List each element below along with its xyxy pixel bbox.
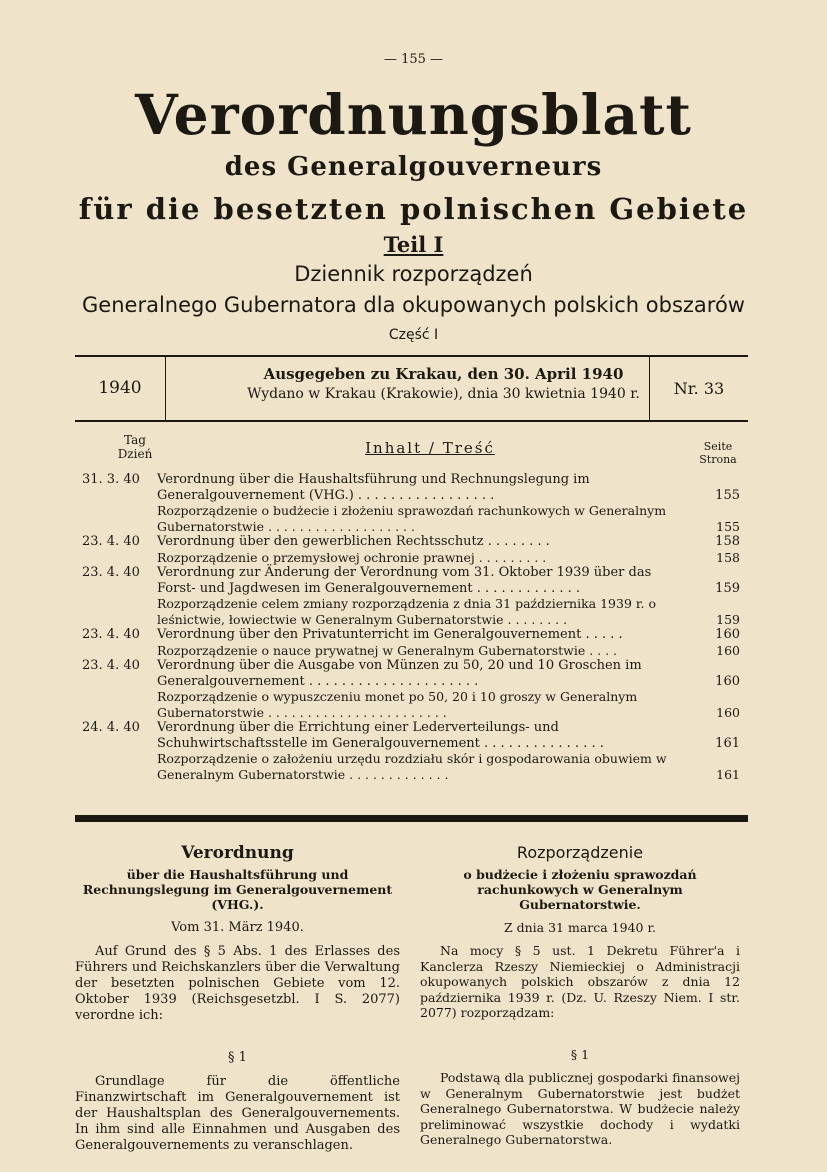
issued-pl: Wydano w Krakau (Krakowie), dnia 30 kwietnia 1940 r. bbox=[247, 386, 640, 402]
german-heading: Verordnung bbox=[181, 843, 294, 863]
toc-header-tag: Tag bbox=[124, 433, 146, 447]
toc-entry bbox=[82, 534, 740, 565]
toc-page: 155 bbox=[716, 518, 740, 534]
toc-date: 24. 4. 40 bbox=[82, 720, 140, 735]
divider-rule bbox=[75, 815, 748, 822]
masthead-pl-part: Część I bbox=[388, 327, 439, 343]
polish-subtitle: o budżecie i złożeniu sprawozdań rachunkowych w Generalnym Gubernatorstwie. bbox=[463, 866, 697, 912]
toc-page: 158 bbox=[716, 549, 740, 565]
toc-entry bbox=[82, 472, 740, 534]
polish-column bbox=[420, 845, 740, 1148]
masthead-pl-title: Dziennik rozporządzeń bbox=[294, 262, 533, 286]
issue-year: 1940 bbox=[75, 357, 166, 420]
german-section-heading: § 1 bbox=[228, 1050, 247, 1065]
toc-page: 160 bbox=[716, 704, 740, 720]
polish-section-text: Podstawą dla publicznej gospodarki finansowej w Generalnym Gubernatorstwie jest budżet Generalnego Gubernatorstwa. W budżecie należy preliminować wszystkie dochody i wydatki Generalnego Gubernatorstwa. bbox=[420, 1070, 740, 1147]
german-preamble: Auf Grund des § 5 Abs. 1 des Erlasses des Führers und Reichskanzlers über die Verwaltung der besetzten polnischen Gebiete vom 12. Oktober 1939 (Reichsgesetzbl. I S. 2077) verordne ich: bbox=[75, 944, 400, 1023]
toc-date: 23. 4. 40 bbox=[82, 627, 140, 642]
toc-title-de: Verordnung über den gewerblichen Rechtsschutz . . . . . . . . bbox=[157, 534, 550, 549]
toc-title-de: Verordnung über die Ausgabe von Münzen zu 50, 20 und 10 Groschen im Generalgouvernement . . . . . . . . . . . . . . . . . . . . . bbox=[157, 658, 642, 689]
masthead-pl-line2: Generalnego Gubernatora dla okupowanych polskich obszarów bbox=[82, 293, 745, 317]
toc-title-pl: Rozporządzenie o nauce prywatnej w Generalnym Gubernatorstwie . . . . bbox=[157, 642, 618, 658]
masthead-part-de: Teil I bbox=[383, 232, 444, 257]
toc-title-de: Verordnung über den Privatunterricht im Generalgouvernement . . . . . bbox=[157, 627, 623, 642]
toc-header-seite: Seite bbox=[703, 440, 733, 453]
toc-page: 161 bbox=[715, 735, 740, 751]
issue-number: Nr. 33 bbox=[649, 357, 748, 420]
german-subtitle: über die Haushaltsführung und Rechnungslegung im Generalgouvernement (VHG.). bbox=[82, 867, 393, 912]
toc-page: 159 bbox=[715, 580, 740, 596]
table-of-contents bbox=[82, 472, 740, 782]
toc-title-pl: Rozporządzenie o budżecie i złożeniu sprawozdań rachunkowych w Generalnym Gubernatorstwie . . . . . . . . . . . . . . . . . . . bbox=[157, 503, 667, 534]
toc-entry bbox=[82, 720, 740, 782]
toc-page: 160 bbox=[715, 627, 740, 642]
toc-entry bbox=[82, 658, 740, 720]
toc-title-pl: Rozporządzenie celem zmiany rozporządzenia z dnia 31 października 1939 r. o leśnictwie, łowiectwie w Generalnym Gubernatorstwie . . . . . . . . bbox=[157, 596, 656, 627]
issue-info bbox=[166, 365, 721, 402]
toc-header-date bbox=[110, 433, 160, 461]
toc-header-strona: Strona bbox=[699, 453, 737, 466]
masthead-line3: für die besetzten polnischen Gebiete bbox=[78, 192, 749, 226]
german-column bbox=[75, 845, 400, 1154]
page-number: — 155 — bbox=[383, 52, 444, 67]
issue-bar bbox=[75, 355, 748, 422]
toc-page: 155 bbox=[715, 487, 740, 503]
polish-preamble: Na mocy § 5 ust. 1 Dekretu Führer'a i Kanclerza Rzeszy Niemieckiej o Administracji okupowanych polskich obszarów z dnia 12 października 1939 r. (Dz. U. Rzeszy Niem. I str. 2077) rozporządzam: bbox=[420, 943, 740, 1020]
toc-page: 159 bbox=[716, 611, 740, 627]
toc-title-de: Verordnung über die Haushaltsführung und Rechnungslegung im Generalgouvernement (VHG.) . . . . . . . . . . . . . . . . . bbox=[157, 472, 590, 503]
masthead-line2: des Generalgouverneurs bbox=[224, 152, 603, 182]
toc-title-de: Verordnung über die Errichtung einer Lederverteilungs- und Schuhwirtschaftsstelle im Generalgouvernement . . . . . . . . . . . . . . . bbox=[157, 720, 604, 751]
german-date: Vom 31. März 1940. bbox=[171, 920, 304, 935]
toc-title-pl: Rozporządzenie o założeniu urzędu rozdziału skór i gospodarowania obuwiem w Generalnym Gubernatorstwie . . . . . . . . . . . . . bbox=[157, 751, 667, 782]
toc-title-pl: Rozporządzenie o wypuszczeniu monet po 50, 20 i 10 groszy w Generalnym Gubernatorstwie . . . . . . . . . . . . . . . . . . . . . . . bbox=[157, 689, 638, 720]
toc-header-contents: Inhalt / Treść bbox=[365, 439, 495, 457]
polish-heading: Rozporządzenie bbox=[516, 843, 644, 862]
toc-entry bbox=[82, 627, 740, 658]
toc-page: 158 bbox=[715, 534, 740, 549]
toc-header-page bbox=[688, 440, 748, 466]
toc-date: 31. 3. 40 bbox=[82, 472, 140, 487]
polish-date: Z dnia 31 marca 1940 r. bbox=[503, 919, 657, 935]
toc-date: 23. 4. 40 bbox=[82, 658, 140, 673]
masthead-title: Verordnungsblatt bbox=[135, 82, 692, 147]
issued-de: Ausgegeben zu Krakau, den 30. April 1940 bbox=[263, 365, 624, 383]
toc-date: 23. 4. 40 bbox=[82, 565, 140, 580]
toc-page: 160 bbox=[716, 642, 740, 658]
toc-entry bbox=[82, 565, 740, 627]
german-section-text: Grundlage für die öffentliche Finanzwirtschaft im Generalgouvernement ist der Haushaltsplan des Generalgouvernements. In ihm sind alle Einnahmen und Ausgaben des Generalgouvernements zu veranschlagen. bbox=[75, 1074, 400, 1153]
toc-page: 160 bbox=[715, 673, 740, 689]
toc-header-dzien: Dzień bbox=[117, 447, 153, 461]
polish-section-heading: § 1 bbox=[570, 1046, 590, 1062]
toc-page: 161 bbox=[716, 766, 740, 782]
toc-date: 23. 4. 40 bbox=[82, 534, 140, 549]
toc-title-de: Verordnung zur Änderung der Verordnung vom 31. Oktober 1939 über das Forst- und Jagdwesen im Generalgouvernement . . . . . . . . . . . . . bbox=[157, 565, 652, 596]
toc-title-pl: Rozporządzenie o przemysłowej ochronie prawnej . . . . . . . . . bbox=[157, 549, 547, 565]
